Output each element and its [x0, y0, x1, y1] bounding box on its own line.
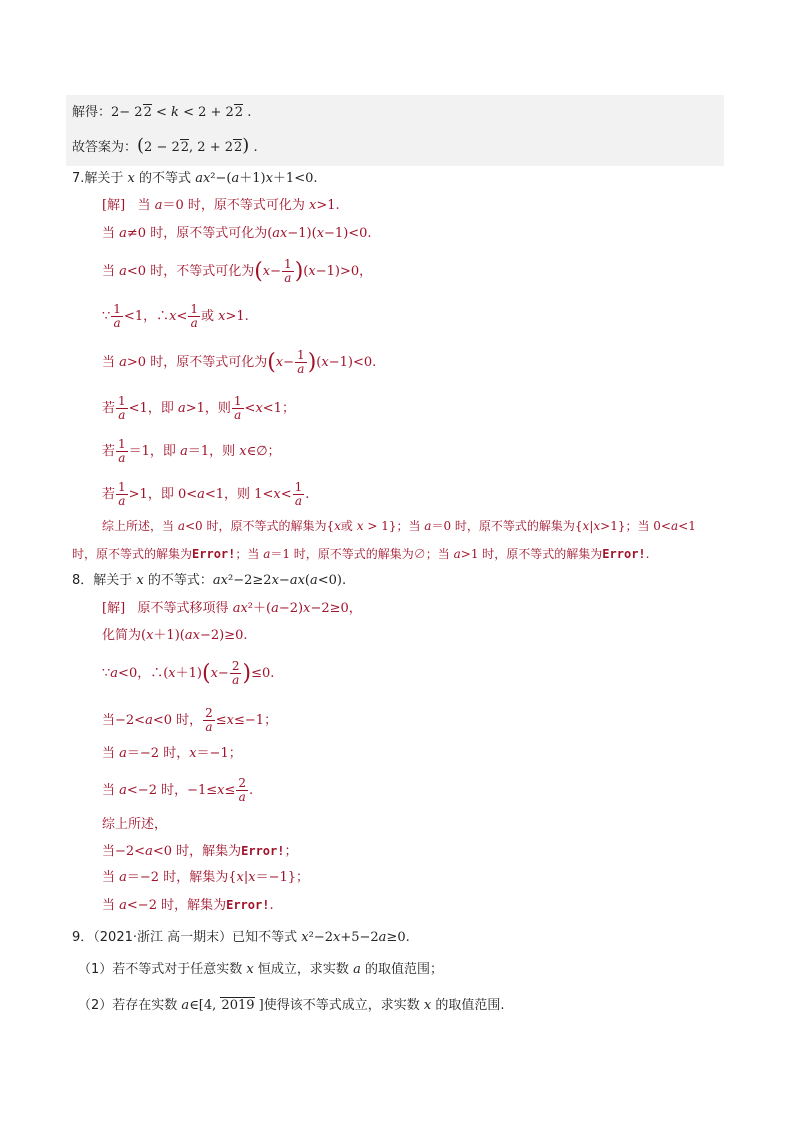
q7-summary-1: 综上所述，当 a<0 时，原不等式的解集为{x或 x > 1}；当 a＝0 时，原不等式的解集为{x|x>1}；当 0<a<1 — [102, 519, 696, 533]
q7-step-5: 当 a>0 时，原不等式可化为(x− $\frac{1}{a}$ )(x−1)<0. — [102, 348, 377, 376]
solution-line-2: 故答案为：(2 − 22, 2 + 22) . — [72, 135, 258, 156]
q7-title: 7.解关于 x 的不等式 ax²−(a＋1)x＋1<0. — [72, 171, 318, 186]
q8-title: 8．解关于 x 的不等式：ax²−2≥2x−ax(a<0). — [72, 573, 347, 588]
q7-step-4: ∵ $\frac{1}{a}$ <1，∴x< $\frac{1}{a}$ 或 x>1. — [102, 302, 249, 330]
q7-step-1: [解] 当 a＝0 时，原不等式可化为 x>1. — [102, 198, 340, 213]
q8-step-6: 当 a<−2 时，−1≤x≤ $\frac{2}{a}$ . — [102, 776, 254, 804]
q7-summary-2: 时，原不等式的解集为Error!；当 a＝1 时，原不等式的解集为∅；当 a>1 时，原不等式的解集为Error!. — [72, 547, 650, 561]
q7-step-6: 若 $\frac{1}{a}$ <1，即 a>1，则 $\frac{1}{a}$ <x<1； — [102, 394, 295, 422]
q7-step-7: 若 $\frac{1}{a}$ ＝1，即 a＝1，则 x∈∅； — [102, 437, 281, 465]
q9-part-2: （2）若存在实数 a∈[4, 2019 ]使得该不等式成立，求实数 x 的取值范围. — [78, 998, 505, 1013]
q7-step-2: 当 a≠0 时，原不等式可化为(ax−1)(x−1)<0. — [102, 226, 372, 241]
q8-step-3: ∵a<0，∴(x＋1)(x− $\frac{2}{a}$ )≤0. — [102, 659, 275, 687]
solution-line-1: 解得：2− 22 < k < 2 + 22 . — [72, 105, 252, 120]
q8-step-7: 综上所述， — [102, 817, 168, 832]
q7-step-8: 若 $\frac{1}{a}$ >1，即 0<a<1，则 1<x< $\frac{1}{a}$ . — [102, 480, 310, 508]
q8-step-9: 当 a＝−2 时，解集为{x|x＝−1}； — [102, 870, 309, 885]
q9-part-1: （1）若不等式对于任意实数 x 恒成立，求实数 a 的取值范围； — [78, 962, 443, 977]
q8-step-8: 当−2<a<0 时，解集为Error!； — [102, 844, 298, 859]
q7-step-3: 当 a<0 时，不等式可化为(x− $\frac{1}{a}$ )(x−1)>0， — [102, 257, 373, 285]
q8-step-5: 当 a＝−2 时，x＝−1； — [102, 746, 242, 761]
q9-title: 9．（2021·浙江 高一期末）已知不等式 x²−2x+5−2a≥0. — [72, 930, 410, 945]
q8-step-2: 化简为(x＋1)(ax−2)≥0. — [102, 628, 248, 643]
q8-step-4: 当−2<a<0 时， $\frac{2}{a}$ ≤x≤−1； — [102, 706, 278, 734]
q8-step-10: 当 a<−2 时，解集为Error!. — [102, 898, 274, 913]
q8-step-1: [解] 原不等式移项得 ax²＋(a−2)x−2≥0， — [102, 601, 362, 616]
